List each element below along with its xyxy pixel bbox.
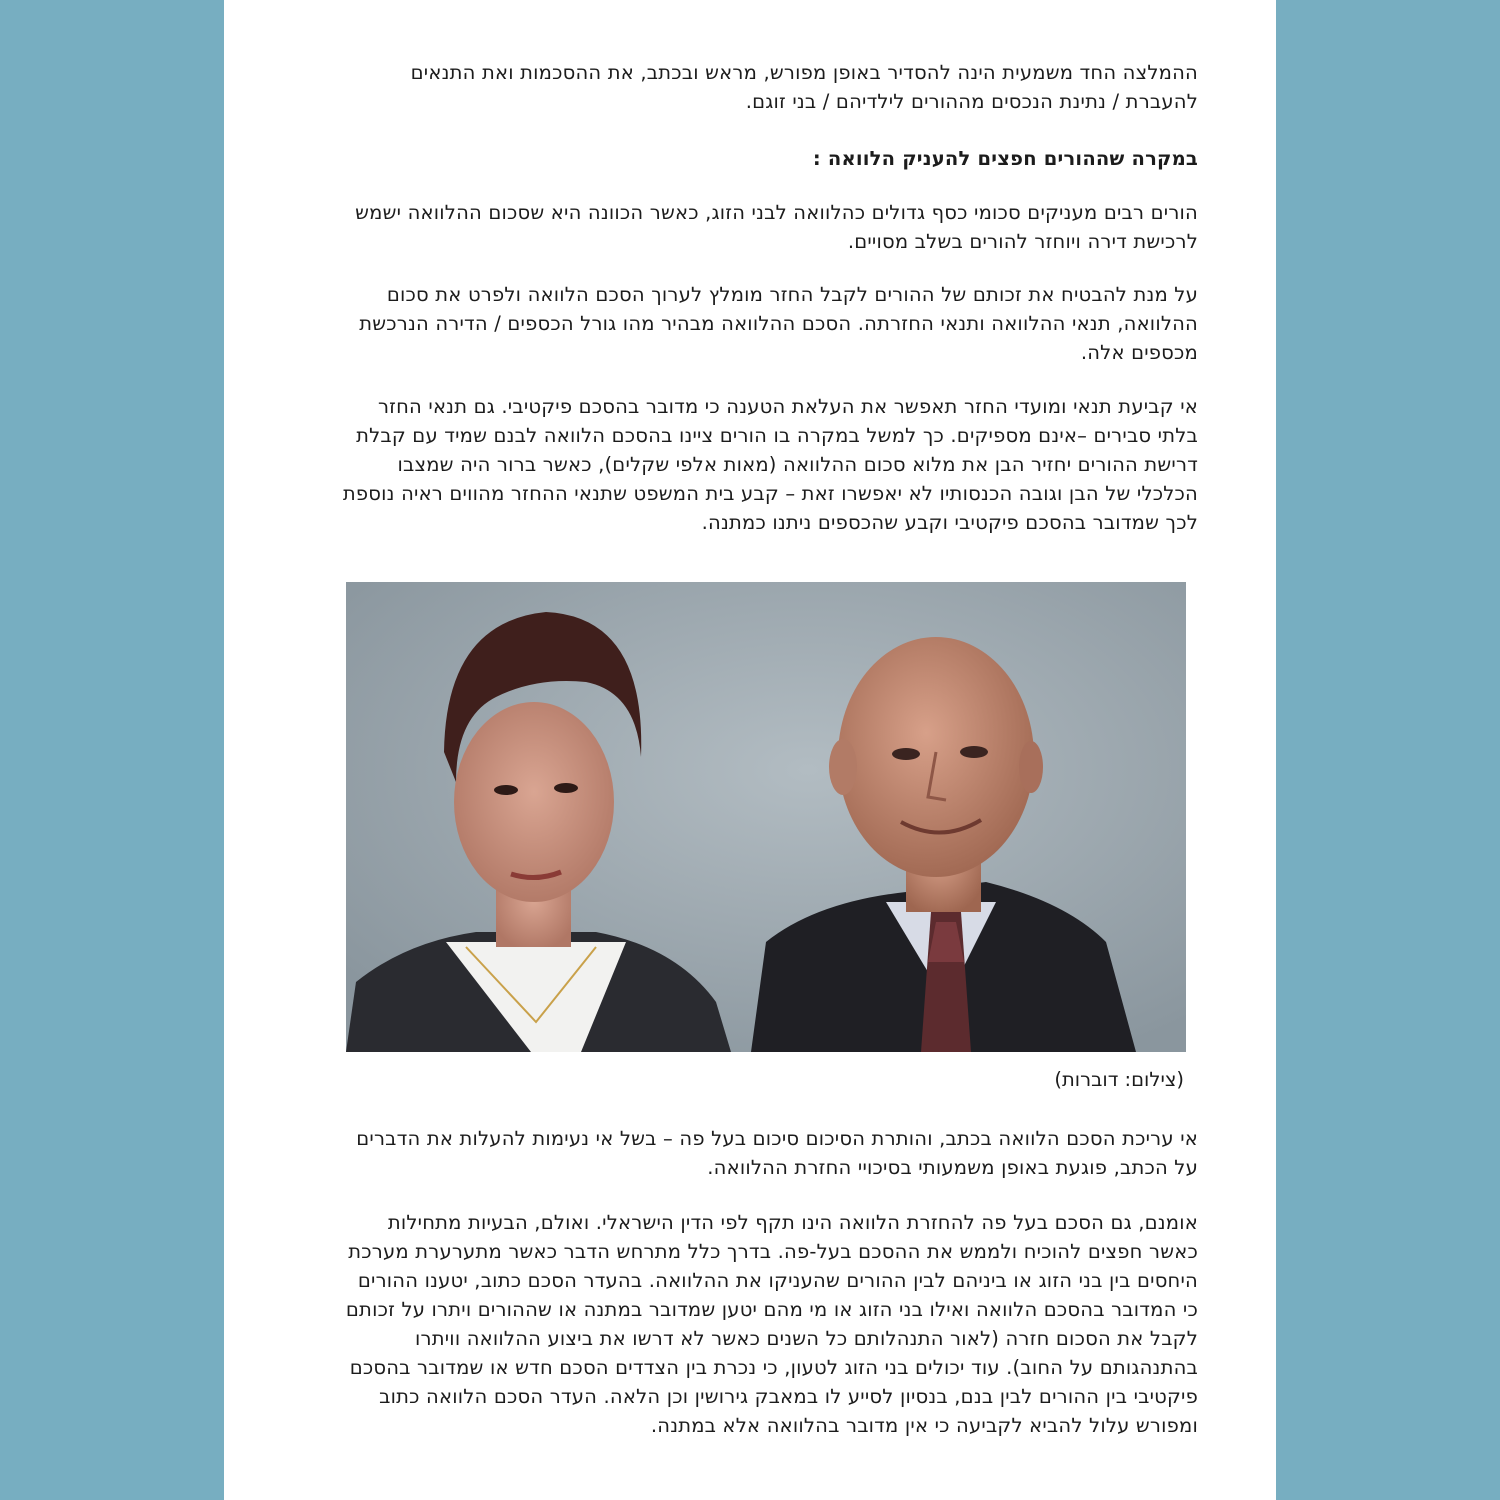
- paragraph-loans: הורים רבים מעניקים סכומי כסף גדולים כהלוואה לבני הזוג, כאשר הכוונה היא שסכום ההלוואה ישמש לרכישת דירה ויוחזר להורים בשלב מסויים.: [355, 201, 1198, 253]
- paragraph-fictitious: אי קביעת תנאי ומועדי החזר תאפשר את העלאת הטענה כי מדובר בהסכם פיקטיבי. גם תנאי החזר בלתי סבירים –אינם מספיקים. כך למשל במקרה בו הורים ציינו בהסכם הלוואה לבנם שמיד עם קבלת דרישת ההורים יחזיר הבן את מלוא סכום ההלוואה (מאות אלפי שקלים), כאשר ברור היה שמצבו הכלכלי של הבן וגובה הכנסותיו לא יאפשרו זאת – קבע בית המשפט שתנאי ההחזר מהווים ראיה נוספת לכך שמדובר בהסכם פיקטיבי וקבע שהכספים ניתנו כמתנה.: [342, 395, 1198, 534]
- portrait-photo: [346, 582, 1186, 1052]
- paragraph-israeli-law: אומנם, גם הסכם בעל פה להחזרת הלוואה הינו תקף לפי הדין הישראלי. ואולם, הבעיות מתחילות כאשר חפצים להוכיח ולממש את ההסכם בעל-פה. בדרך כלל מתרחש הדבר כאשר מתערערת מערכת היחסים בין בני הזוג או ביניהם לבין ההורים שהעניקו את ההלוואה. בהעדר הסכם כתוב, יטענו ההורים כי המדובר בהסכם הלוואה ואילו בני הזוג או מי מהם יטען שמדובר במתנה או שההורים ויתרו על זכותם לקבל את הסכום חזרה (לאור התנהלותם כל השנים כאשר לא דרשו את ביצוע ההלוואה וויתרו בהתנהגותם על החוב). עוד יכולים בני הזוג לטעון, כי נכרת בין הצדדים הסכם חדש או שמדובר בהסכם פיקטיבי בין ההורים לבין בנם, בנסיון לסייע לו במאבק גירושין וכן הלאה. העדר הסכם הלוואה כתוב ומפורש עלול להביא לקביעה כי אין מדובר בהלוואה אלא במתנה.: [345, 1211, 1198, 1437]
- portrait-illustration: [346, 582, 1186, 1052]
- photo-caption: (צילום: דוברות): [1054, 1068, 1184, 1091]
- document-page: [224, 0, 1276, 1500]
- section-heading: במקרה שההורים חפצים להעניק הלוואה :: [812, 147, 1198, 170]
- paragraph-rights: על מנת להבטיח את זכותם של ההורים לקבל החזר מומלץ לערוך הסכם הלוואה ולפרט את סכום ההלוואה, תנאי ההלוואה ותנאי החזרתה. הסכם ההלוואה מבהיר מהו גורל הכספים / הדירה הנרכשת מכספים אלה.: [359, 283, 1198, 364]
- paragraph-intro: ההמלצה החד משמעית הינה להסדיר באופן מפורש, מראש ובכתב, את ההסכמות ואת התנאים להעברת / נתינת הנכסים מההורים לילדיהם / בני זוגם.: [410, 61, 1198, 113]
- paragraph-oral: אי עריכת הסכם הלוואה בכתב, והותרת הסיכום סיכום בעל פה – בשל אי נעימות להעלות את הדברים על הכתב, פוגעת באופן משמעותי בסיכויי החזרת ההלוואה.: [356, 1127, 1198, 1179]
